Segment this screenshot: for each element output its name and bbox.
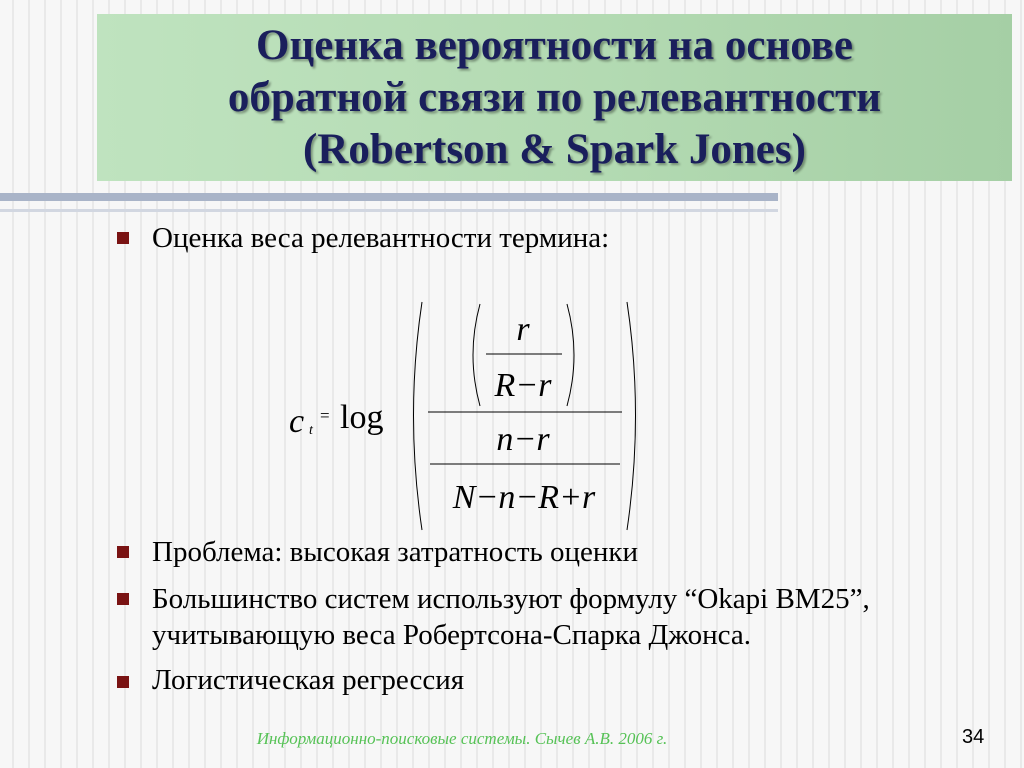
bullet-text-okapi-line1: Большинство систем используют формулу “Okapi BM25”, (152, 583, 870, 615)
formula-inner-numerator: r (516, 311, 530, 348)
footer-text: Информационно-поисковые системы. Сычев А.В. 2006 г. (256, 729, 668, 748)
title-line-3: (Robertson & Spark Jones) (303, 125, 806, 173)
formula-outer-denominator: N−n−R+r (452, 479, 596, 516)
bullet-text-okapi-line2: учитывающую веса Робертсона-Спарка Джонса. (152, 619, 752, 651)
inner-left-paren (473, 304, 480, 406)
formula-lhs: c (289, 403, 305, 440)
formula-log: log (340, 399, 384, 436)
formula-equals: = (320, 406, 330, 425)
title-line-2: обратной связи по релевантности (227, 73, 882, 121)
bullet-text-problem: Проблема: высокая затратность оценки (152, 536, 638, 568)
bullet-square-icon (117, 593, 129, 605)
bullet-text-term-weight: Оценка веса релевантности термина: (152, 222, 610, 254)
formula-inner-denominator: R−r (494, 367, 552, 404)
inner-right-paren (567, 304, 574, 406)
bullet-text-logistic: Логистическая регрессия (152, 664, 465, 696)
outer-left-paren (414, 302, 423, 530)
outer-right-paren (627, 302, 636, 530)
formula-outer-numerator: n−r (496, 421, 550, 458)
page-number: 34 (962, 726, 985, 748)
formula-subscript: t (309, 423, 313, 438)
bullet-square-icon (117, 546, 129, 558)
bullet-square-icon (117, 676, 129, 688)
title-line-1: Оценка вероятности на основе (256, 21, 853, 69)
